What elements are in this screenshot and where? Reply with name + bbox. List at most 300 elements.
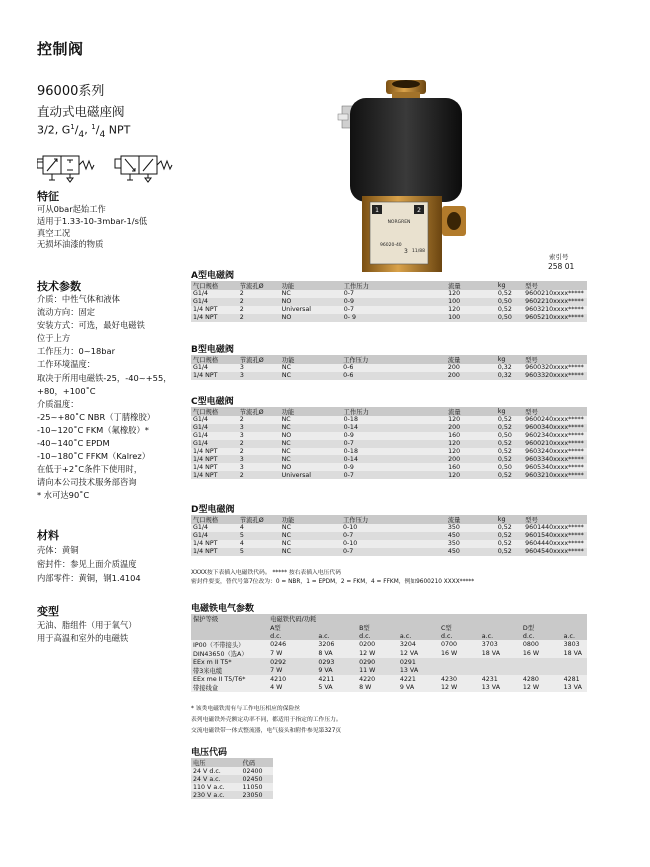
variants-heading: 变型 <box>37 605 59 618</box>
table-cell: 0,52 <box>496 290 523 298</box>
table-cell: 1/4 NPT <box>191 372 238 380</box>
tech-line: 取决于所用电磁铁-25，-40~+55， <box>37 372 172 383</box>
table-row <box>191 658 587 666</box>
table-row <box>191 290 587 298</box>
table-cell: 9 VA <box>398 683 439 692</box>
valve-table <box>191 281 587 322</box>
table-cell: 9604540xxxx***** <box>523 548 587 556</box>
table-cell <box>480 614 521 623</box>
table-cell: 9605340xxxx***** <box>523 463 587 471</box>
table-row <box>191 440 587 448</box>
valve-table <box>191 355 587 380</box>
table-cell: 120 <box>446 440 496 448</box>
table-cell: 4231 <box>480 675 521 683</box>
valve-table-header <box>191 407 587 416</box>
table-row <box>191 372 587 380</box>
table-cell: 0-18 <box>342 416 446 424</box>
materials-list <box>37 543 141 585</box>
tech-line: * 水可达90˚C <box>37 490 90 501</box>
table-cell: 23050 <box>241 791 273 799</box>
table-cell: 1/4 NPT <box>191 448 238 456</box>
table-cell: NC <box>280 455 342 463</box>
table-cell: 1/4 NPT <box>191 455 238 463</box>
photo-model-tag: 11/88 <box>412 249 425 254</box>
table-cell: 0,50 <box>496 298 523 306</box>
table-cell: 0,52 <box>496 416 523 424</box>
port-spec: 3/2, $G^1/_4$, $^1/_4$ NPT <box>37 123 131 140</box>
table-cell: 3 <box>238 455 280 463</box>
table-cell: 4230 <box>439 675 480 683</box>
table-cell: 2 <box>238 290 280 298</box>
table-cell: 3 <box>238 424 280 432</box>
table-cell: 12 W <box>521 683 562 692</box>
table-cell: NC <box>280 440 342 448</box>
table-cell: 02400 <box>241 767 273 775</box>
table-cell: G1/4 <box>191 424 238 432</box>
table-cell: 7 W <box>268 649 316 658</box>
table-cell: 9604440xxxx***** <box>523 540 587 548</box>
tech-line: -25~+80˚C NBR（丁腈橡胶） <box>37 411 156 422</box>
table-cell: d.c. <box>439 632 480 640</box>
table-cell: 9603240xxxx***** <box>523 448 587 456</box>
table-cell: 0,32 <box>496 372 523 380</box>
table-cell: Universal <box>280 306 342 314</box>
column-header: 节流孔Ø <box>238 355 280 364</box>
table-cell: 0,32 <box>496 364 523 372</box>
table-cell: 100 <box>446 298 496 306</box>
column-header: kg <box>496 355 523 364</box>
table-cell: 2 <box>238 440 280 448</box>
valve-table-header <box>191 515 587 524</box>
features-line: 无损坏油漆的物质 <box>37 239 104 250</box>
table-cell: 5 <box>238 548 280 556</box>
table-cell: NC <box>280 448 342 456</box>
table-cell: 7 W <box>268 666 316 675</box>
table-cell: IP00（不带接头） <box>191 640 268 649</box>
voltage-title: 电压代码 <box>191 748 228 758</box>
table-cell: 0-9 <box>342 432 446 440</box>
table-cell: a.c. <box>562 632 587 640</box>
table-cell: 120 <box>446 471 496 479</box>
table-cell: 0-9 <box>342 298 446 306</box>
tech-line: 安装方式：可选，最好电磁铁 <box>37 320 145 331</box>
features-list <box>37 204 147 251</box>
table-cell <box>316 614 357 623</box>
note-line-2: 密封件要变，替代号第7位改为：0 = NBR，1 = EPDM，2 = FKM，4 = FFKM，例如9600210 XXXX***** <box>191 579 475 585</box>
table-cell: 0,52 <box>496 306 523 314</box>
table-cell: EEx m II T5* <box>191 658 268 666</box>
solenoid-header-row <box>191 623 587 632</box>
reference-label: 索引号 <box>549 253 569 261</box>
table-cell: G1/4 <box>191 440 238 448</box>
table-cell: 0290 <box>357 658 398 666</box>
table-cell: 24 V a.c. <box>191 775 241 783</box>
solenoid-note: 交流电磁铁带一体式整流器，电气接头和附件参见第327页 <box>191 728 342 734</box>
tech-heading: 技术参数 <box>37 280 81 293</box>
tech-line: -40~140˚C EPDM <box>37 438 110 449</box>
table-cell: 9603340xxxx***** <box>523 455 587 463</box>
table-cell: NC <box>280 364 341 372</box>
table-cell: NC <box>280 540 341 548</box>
features-heading: 特征 <box>37 190 59 203</box>
table-cell: 2 <box>238 314 280 322</box>
table-cell: 16 W <box>439 649 480 658</box>
table-cell: 200 <box>446 455 496 463</box>
table-cell: 120 <box>446 416 496 424</box>
table-cell: C型 <box>439 623 480 632</box>
tech-line: 介质温度： <box>37 398 79 409</box>
tech-line: 介质：中性气体和液体 <box>37 294 120 304</box>
table-cell: 2 <box>238 471 280 479</box>
table-cell <box>439 658 480 666</box>
features-line: 可从0bar起始工作 <box>37 204 106 214</box>
column-header: 功能 <box>280 281 342 290</box>
table-cell: 保护等级 <box>191 614 268 623</box>
tech-line: +80，+100˚C <box>37 385 96 396</box>
table-cell <box>562 623 587 632</box>
table-cell: B型 <box>357 623 398 632</box>
table-cell: NO <box>280 314 342 322</box>
table-row <box>191 532 587 540</box>
table-cell: 0,52 <box>496 540 523 548</box>
table-cell: 0,52 <box>496 448 523 456</box>
table-cell: 3206 <box>316 640 357 649</box>
table-cell: 0-18 <box>342 448 446 456</box>
table-cell: a.c. <box>316 632 357 640</box>
table-cell: 4281 <box>562 675 587 683</box>
tech-line: -10~180˚C FFKM（Kalrez） <box>37 451 151 462</box>
table-cell: NC <box>280 372 341 380</box>
table-cell: 0,50 <box>496 463 523 471</box>
table-row <box>191 471 587 479</box>
table-cell: 9601540xxxx***** <box>523 532 587 540</box>
table-cell: 9600210xxxx***** <box>523 440 587 448</box>
table-cell: 9602210xxxx***** <box>523 298 587 306</box>
valve-symbols <box>37 152 187 186</box>
photo-brand: NORGREN <box>387 220 411 225</box>
table-cell: 200 <box>446 372 496 380</box>
table-cell: 11050 <box>241 783 273 791</box>
table-cell: NC <box>280 424 342 432</box>
column-header: 电压 <box>191 758 241 767</box>
valve-table-header <box>191 355 587 364</box>
table-row <box>191 416 587 424</box>
column-header: 节流孔Ø <box>238 515 280 524</box>
valve-table <box>191 407 587 479</box>
table-cell: G1/4 <box>191 290 238 298</box>
photo-digit: 3 <box>404 248 408 255</box>
table-row <box>191 783 273 791</box>
table-cell: 0200 <box>357 640 398 649</box>
table-cell: 9603320xxxx***** <box>523 372 587 380</box>
table-cell: 0-14 <box>342 455 446 463</box>
table-cell: 带接线盒 <box>191 683 268 692</box>
table-cell: 5 <box>238 532 280 540</box>
table-cell: d.c. <box>521 632 562 640</box>
materials-line: 壳体：黄铜 <box>37 545 79 555</box>
table-row <box>191 455 587 463</box>
materials-line: 密封件：参见上面介质温度 <box>37 559 137 569</box>
column-header: 工作压力 <box>341 515 446 524</box>
table-cell <box>521 658 562 666</box>
table-cell: 02450 <box>241 775 273 783</box>
table-cell: 8 VA <box>316 649 357 658</box>
solenoid-table <box>191 614 587 692</box>
column-header: 型号 <box>523 515 587 524</box>
table-cell <box>398 623 439 632</box>
table-cell <box>562 658 587 666</box>
column-header: 气口规格 <box>191 281 238 290</box>
table-row <box>191 775 273 783</box>
table-cell: 1/4 NPT <box>191 306 238 314</box>
solenoid-title: 电磁铁电气参数 <box>191 604 255 614</box>
table-cell: 4210 <box>268 675 316 683</box>
table-cell: 11 W <box>357 666 398 675</box>
table-row <box>191 432 587 440</box>
table-cell: 0292 <box>268 658 316 666</box>
table-cell: 0-7 <box>342 440 446 448</box>
table-cell: 120 <box>446 306 496 314</box>
solenoid-header-row <box>191 632 587 640</box>
table-cell: 100 <box>446 314 496 322</box>
table-row <box>191 767 273 775</box>
table-cell: a.c. <box>398 632 439 640</box>
table-cell: EEx me II T5/T6* <box>191 675 268 683</box>
table-cell: 4 <box>238 540 280 548</box>
table-cell: 2 <box>238 416 280 424</box>
table-cell: 1/4 NPT <box>191 548 238 556</box>
table-row <box>191 364 587 372</box>
column-header: 工作压力 <box>342 281 446 290</box>
table-cell: 120 <box>446 290 496 298</box>
table-cell: 4211 <box>316 675 357 683</box>
table-cell: 12 W <box>357 649 398 658</box>
column-header: 工作压力 <box>342 407 446 416</box>
table-cell: 0-7 <box>341 532 446 540</box>
table-cell: 3 <box>238 364 280 372</box>
page-title: 控制阀 <box>37 40 84 58</box>
table-cell: 0,52 <box>496 524 523 532</box>
column-header: 流量 <box>446 407 496 416</box>
table-cell <box>480 623 521 632</box>
table-cell: 2 <box>238 306 280 314</box>
tech-line: 位于上方 <box>37 333 71 344</box>
column-header: 气口规格 <box>191 355 238 364</box>
voltage-table <box>191 758 273 799</box>
table-cell: 0-7 <box>341 548 446 556</box>
column-header: 气口规格 <box>191 515 238 524</box>
column-header: 功能 <box>280 355 341 364</box>
photo-body-code: 96020-40 <box>380 243 402 248</box>
table-cell: 9601440xxxx***** <box>523 524 587 532</box>
table-cell: 0-10 <box>341 540 446 548</box>
table-cell: A型 <box>268 623 316 632</box>
column-header: kg <box>496 515 523 524</box>
table-cell <box>357 614 398 623</box>
materials-line: 内部零件：黄铜，钢1.4104 <box>37 573 141 583</box>
table-cell: 4280 <box>521 675 562 683</box>
table-cell: G1/4 <box>191 298 238 306</box>
table-cell: 带3米电缆 <box>191 666 268 675</box>
table-cell: 4 <box>238 524 280 532</box>
table-cell: G1/4 <box>191 532 238 540</box>
column-header: 节流孔Ø <box>238 407 280 416</box>
table-cell <box>439 614 480 623</box>
table-cell: 0800 <box>521 640 562 649</box>
table-cell: 120 <box>446 448 496 456</box>
table-row <box>191 675 587 683</box>
table-cell: 0-10 <box>341 524 446 532</box>
table-cell: 0,52 <box>496 455 523 463</box>
table-cell: 450 <box>446 532 496 540</box>
table-cell: 0,52 <box>496 424 523 432</box>
table-cell: 9600320xxxx***** <box>523 364 587 372</box>
table-cell: 4 W <box>268 683 316 692</box>
features-line: 真空工况 <box>37 227 71 238</box>
series-name: 96000系列 <box>37 84 105 99</box>
solenoid-header-row <box>191 614 587 623</box>
valve-table-title: B型电磁阀 <box>191 345 234 355</box>
table-cell <box>191 623 268 632</box>
column-header: 功能 <box>280 515 341 524</box>
table-cell: 13 VA <box>398 666 439 675</box>
table-row <box>191 640 587 649</box>
table-cell: 1/4 NPT <box>191 540 238 548</box>
tech-line: 工作压力：0~18bar <box>37 346 116 357</box>
table-cell: NC <box>280 290 342 298</box>
column-header: 节流孔Ø <box>238 281 280 290</box>
table-cell: 200 <box>446 364 496 372</box>
table-cell: 4221 <box>398 675 439 683</box>
table-row <box>191 424 587 432</box>
tech-line: 工作环境温度： <box>37 359 96 370</box>
table-cell <box>480 666 521 675</box>
table-cell: 4220 <box>357 675 398 683</box>
table-cell: NC <box>280 548 341 556</box>
table-cell: 9605210xxxx***** <box>523 314 587 322</box>
table-cell: 8 W <box>357 683 398 692</box>
table-cell: G1/4 <box>191 364 238 372</box>
table-cell <box>562 614 587 623</box>
tech-line: 流动方向：固定 <box>37 307 96 318</box>
reference-code: 258 01 <box>548 262 575 271</box>
table-cell: 450 <box>446 548 496 556</box>
table-cell: 1/4 NPT <box>191 463 238 471</box>
table-row <box>191 666 587 675</box>
table-cell: 3703 <box>480 640 521 649</box>
valve-product-photo <box>330 78 505 278</box>
table-cell: 0,52 <box>496 548 523 556</box>
table-cell <box>191 632 268 640</box>
solenoid-note: 表列电磁铁外壳额定功率不同，都适用于指定的工作压力。 <box>191 717 342 723</box>
table-row <box>191 548 587 556</box>
table-cell: 3204 <box>398 640 439 649</box>
table-cell: 0-6 <box>341 372 446 380</box>
table-cell: 0-7 <box>342 471 446 479</box>
table-cell: 1/4 NPT <box>191 314 238 322</box>
table-cell <box>521 614 562 623</box>
table-cell: a.c. <box>480 632 521 640</box>
table-cell: 160 <box>446 432 496 440</box>
variants-line: 无油、脂组件（用于氧气） <box>37 620 137 630</box>
valve-table-header <box>191 281 587 290</box>
table-cell: 0-14 <box>342 424 446 432</box>
column-header: 工作压力 <box>341 355 446 364</box>
note-line-1: XXXX按下表插入电磁铁代码。 ***** 按右表插入电压代码 <box>191 570 342 576</box>
table-row <box>191 298 587 306</box>
table-cell: 0,52 <box>496 532 523 540</box>
table-cell: NC <box>280 524 341 532</box>
column-header: 流量 <box>446 515 496 524</box>
photo-badge-2: 2 <box>417 207 421 214</box>
table-cell: 3 <box>238 463 280 471</box>
column-header: 流量 <box>446 281 496 290</box>
table-cell <box>398 614 439 623</box>
table-cell: 350 <box>446 524 496 532</box>
column-header: kg <box>496 281 523 290</box>
table-cell: 5 VA <box>316 683 357 692</box>
valve-table-title: A型电磁阀 <box>191 271 234 281</box>
table-cell: NC <box>280 416 342 424</box>
table-cell <box>521 666 562 675</box>
tech-line: 请向本公司技术服务部咨询 <box>37 477 137 488</box>
table-cell: 0,50 <box>496 314 523 322</box>
table-cell: 1/4 NPT <box>191 471 238 479</box>
valve-table <box>191 515 587 556</box>
voltage-header-row <box>191 758 273 767</box>
table-cell: 12 W <box>439 683 480 692</box>
table-row <box>191 306 587 314</box>
table-cell: 0-9 <box>342 463 446 471</box>
table-cell: 3803 <box>562 640 587 649</box>
table-cell: 0,50 <box>496 432 523 440</box>
photo-badge-1: 1 <box>375 207 379 214</box>
table-cell: 13 VA <box>562 683 587 692</box>
table-row <box>191 540 587 548</box>
valve-table-title: C型电磁阀 <box>191 397 234 407</box>
table-cell: 0293 <box>316 658 357 666</box>
table-cell: NO <box>280 298 342 306</box>
product-subtitle: 直动式电磁座阀 <box>37 104 125 119</box>
table-cell: G1/4 <box>191 432 238 440</box>
table-cell: 电磁铁代码/功耗 <box>270 616 317 623</box>
table-cell: 230 V a.c. <box>191 791 241 799</box>
features-line: 适用于1.33-10-3mbar-1/s低 <box>37 215 148 226</box>
table-cell: 9602340xxxx***** <box>523 432 587 440</box>
table-cell: 9 VA <box>316 666 357 675</box>
table-cell: 160 <box>446 463 496 471</box>
table-cell: 0,52 <box>496 471 523 479</box>
table-row <box>191 463 587 471</box>
column-header: 气口规格 <box>191 407 238 416</box>
table-cell: 24 V d.c. <box>191 767 241 775</box>
table-cell: d.c. <box>357 632 398 640</box>
table-cell: 3 <box>238 372 280 380</box>
table-cell: 9600240xxxx***** <box>523 416 587 424</box>
table-cell: 0-7 <box>342 290 446 298</box>
table-row <box>191 314 587 322</box>
table-cell: 3 <box>238 432 280 440</box>
table-cell: 16 W <box>521 649 562 658</box>
materials-heading: 材料 <box>37 529 59 542</box>
table-cell: NO <box>280 463 342 471</box>
table-cell: 350 <box>446 540 496 548</box>
table-cell: G1/4 <box>191 416 238 424</box>
table-cell: 0291 <box>398 658 439 666</box>
table-cell: d.c. <box>268 632 316 640</box>
table-cell: 0700 <box>439 640 480 649</box>
table-cell: 0,52 <box>496 440 523 448</box>
